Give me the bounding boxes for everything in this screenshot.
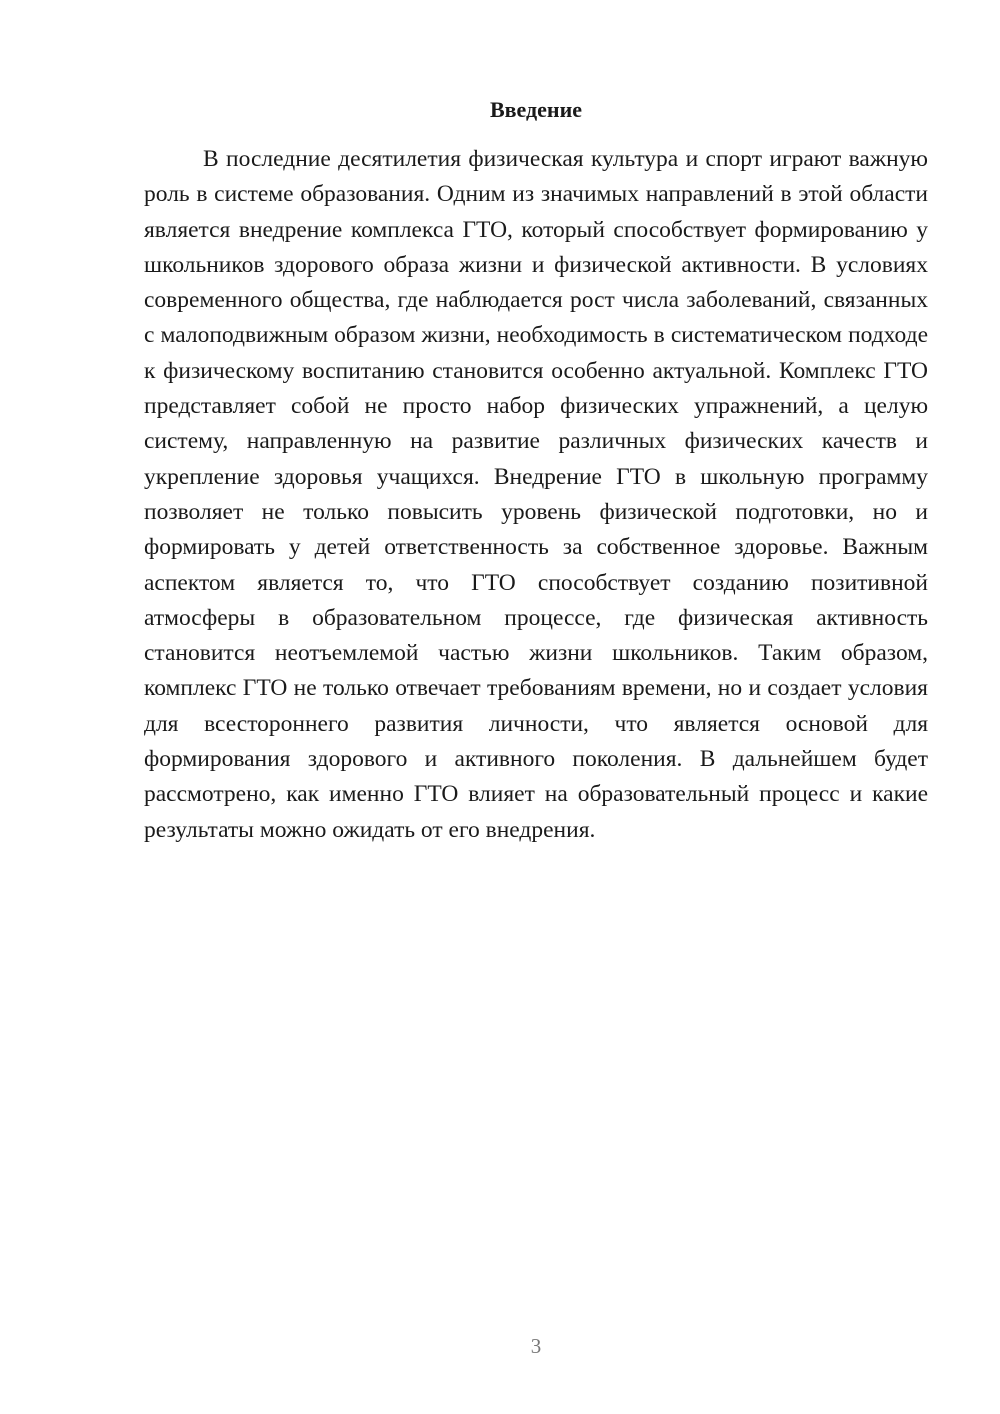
intro-paragraph: В последние десятилетия физическая культура и спорт играют важную роль в системе образования. Одним из значимых направлений в этой области является внедрение комплекса ГТО, который способствует формированию у школьников здорового образа жизни и физической активности. В условиях современного общества, где наблюдается рост числа заболеваний, связанных с малоподвижным образом жизни, необходимость в систематическом подходе к физическому воспитанию становится особенно актуальной. Комплекс ГТО представляет собой не просто набор физических упражнений, а целую систему, направленную на развитие различных физических качеств и укрепление здоровья учащихся. Внедрение ГТО в школьную программу позволяет не только повысить уровень физической подготовки, но и формировать у детей ответственность за собственное здоровье. Важным аспектом является то, что ГТО способствует созданию позитивной атмосферы в образовательном процессе, где физическая активность становится неотъемлемой частью жизни школьников. Таким образом, комплекс ГТО не только отвечает требованиям времени, но и создает условия для всестороннего развития личности, что является основой для формирования здорового и активного поколения. В дальнейшем будет рассмотрено, как именно ГТО влияет на образовательный процесс и какие результаты можно ожидать от его внедрения. (144, 146, 928, 843)
page-number: 3 (530, 1334, 542, 1358)
section-title: Введение (489, 97, 583, 122)
